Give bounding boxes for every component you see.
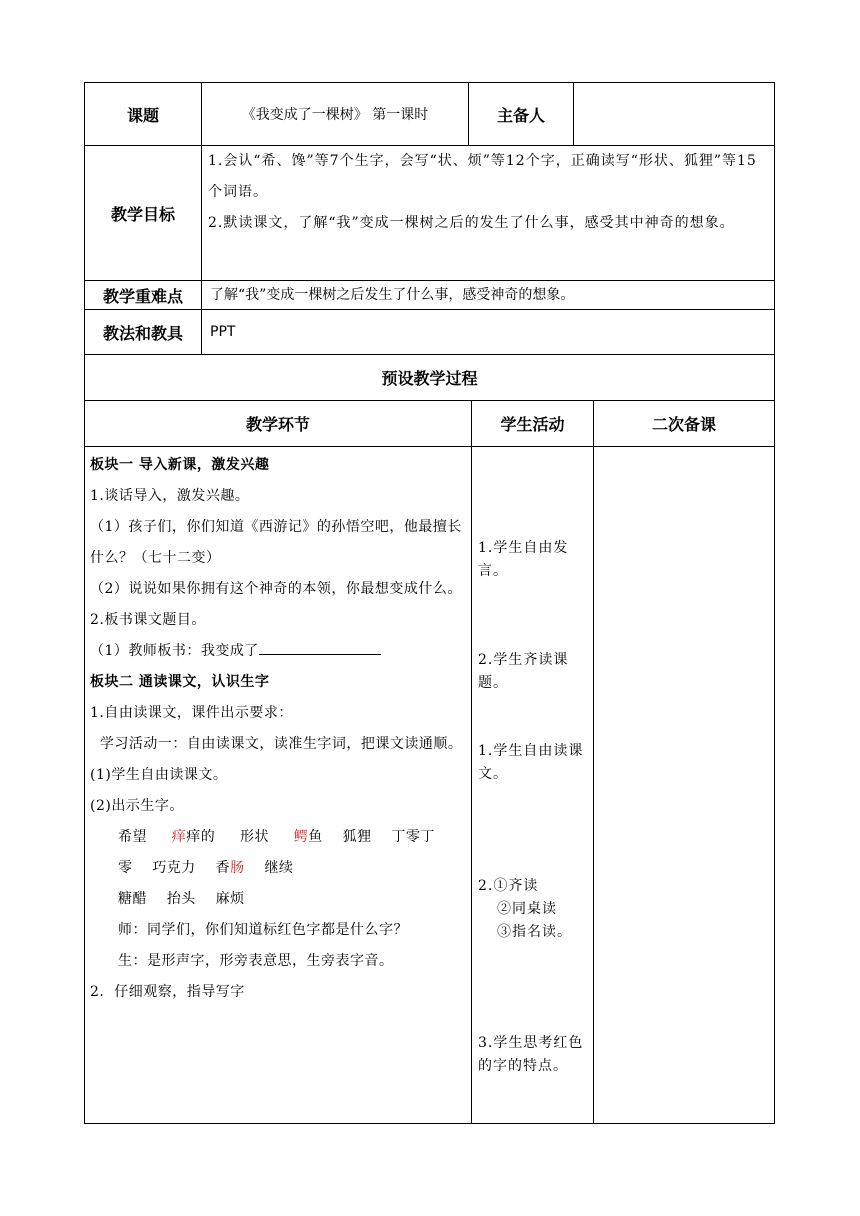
vocab-word: 麻烦 [215,891,245,907]
vocab-word: 抬头 [166,891,196,907]
vocab-row [90,853,466,884]
vocab-word: 香 [215,860,231,876]
vocab-word: 狐狸 [342,829,372,845]
vocab-word: 鱼 [308,829,323,845]
objective-2: 2.默读课文，了解“我”变成一棵树之后的发生了什么事，感受其中神奇的想象。 [208,215,735,231]
objectives-content [208,146,770,239]
vocab-red-char: 肠 [230,860,245,876]
methods-label: 教法和教具 [102,323,183,343]
lesson-line: 1.谈话导入，激发兴趣。 [90,488,250,504]
activity-1: 1.学生自由发言。 [478,540,569,579]
lesson-line: 生：是形声字，形旁表意思，生旁表字音。 [118,953,394,969]
lesson-line: 2.板书课文题目。 [90,612,206,628]
lesson-line: 学习活动一：自由读课文，读准生字词，把课文读通顺。 [90,736,463,752]
vocab-row [90,884,466,915]
vocab-word: 巧克力 [152,860,196,876]
vocab-red-char: 痒 [171,829,187,845]
lesson-line: 2. 仔细观察，指导写字 [90,984,245,1000]
topic-value: 《我变成了一棵树》 第一课时 [241,107,429,123]
objective-1: 1.会认“希、馋”等7个生字，会写“状、烦”等12个字，正确读写“形状、狐狸”等15个词语。 [208,153,757,200]
activity-4-line: ③指名读。 [497,924,572,940]
preparer-value [574,83,774,145]
preparer-label: 主备人 [496,105,545,125]
vocab-word: 形状 [240,829,270,845]
column-header-teaching-steps: 教学环节 [245,415,310,434]
objectives-label: 教学目标 [110,204,175,224]
blank-underline [259,642,381,655]
key-points-value: 了解“我”变成一棵树之后发生了什么事，感受神奇的想象。 [210,287,575,303]
lesson-content [90,450,466,1008]
activity-2: 2.学生齐读课题。 [478,652,569,691]
topic-label: 课题 [126,105,159,125]
lesson-line: （2）说说如果你拥有这个神奇的本领，你最想变成什么。 [90,581,462,597]
block1-title: 板块一 导入新课，激发兴趣 [90,457,270,473]
process-title: 预设教学过程 [381,369,478,388]
column-header-second-prep: 二次备课 [651,415,716,434]
column-header-student-activity: 学生活动 [500,415,565,434]
vocab-word: 希望 [118,829,147,845]
vocab-red-char: 鳄 [293,829,309,845]
vocab-word: 糖醋 [118,891,147,907]
vocab-row [90,822,466,853]
board-writing-text: （1）教师板书：我变成了 [90,643,259,659]
vocab-word: 继续 [264,860,294,876]
activity-4-line: 2.①齐读 [478,878,539,894]
activity-4 [478,875,588,944]
lesson-line [90,636,466,667]
lesson-line: (1)学生自由读课文。 [90,767,228,783]
block2-title: 板块二 通读课文，认识生字 [90,674,270,690]
lesson-line: 1.自由读课文，课件出示要求： [90,705,293,721]
vocab-word: 丁零丁 [391,829,435,845]
lesson-line: (2)出示生字。 [90,798,184,814]
vocab-word: 痒的 [186,829,216,845]
activity-3: 1.学生自由读课文。 [478,743,584,782]
methods-value: PPT [210,324,236,340]
activity-5: 3.学生思考红色的字的特点。 [478,1035,584,1074]
key-points-label: 教学重难点 [102,286,183,306]
vocab-word: 零 [118,860,133,876]
activity-4-line: ②同桌读 [497,901,557,917]
lesson-line: （1）孩子们，你们知道《西游记》的孙悟空吧，他最擅长什么？（七十二变） [90,519,462,566]
lesson-line: 师：同学们，你们知道标红色字都是什么字？ [118,922,408,938]
